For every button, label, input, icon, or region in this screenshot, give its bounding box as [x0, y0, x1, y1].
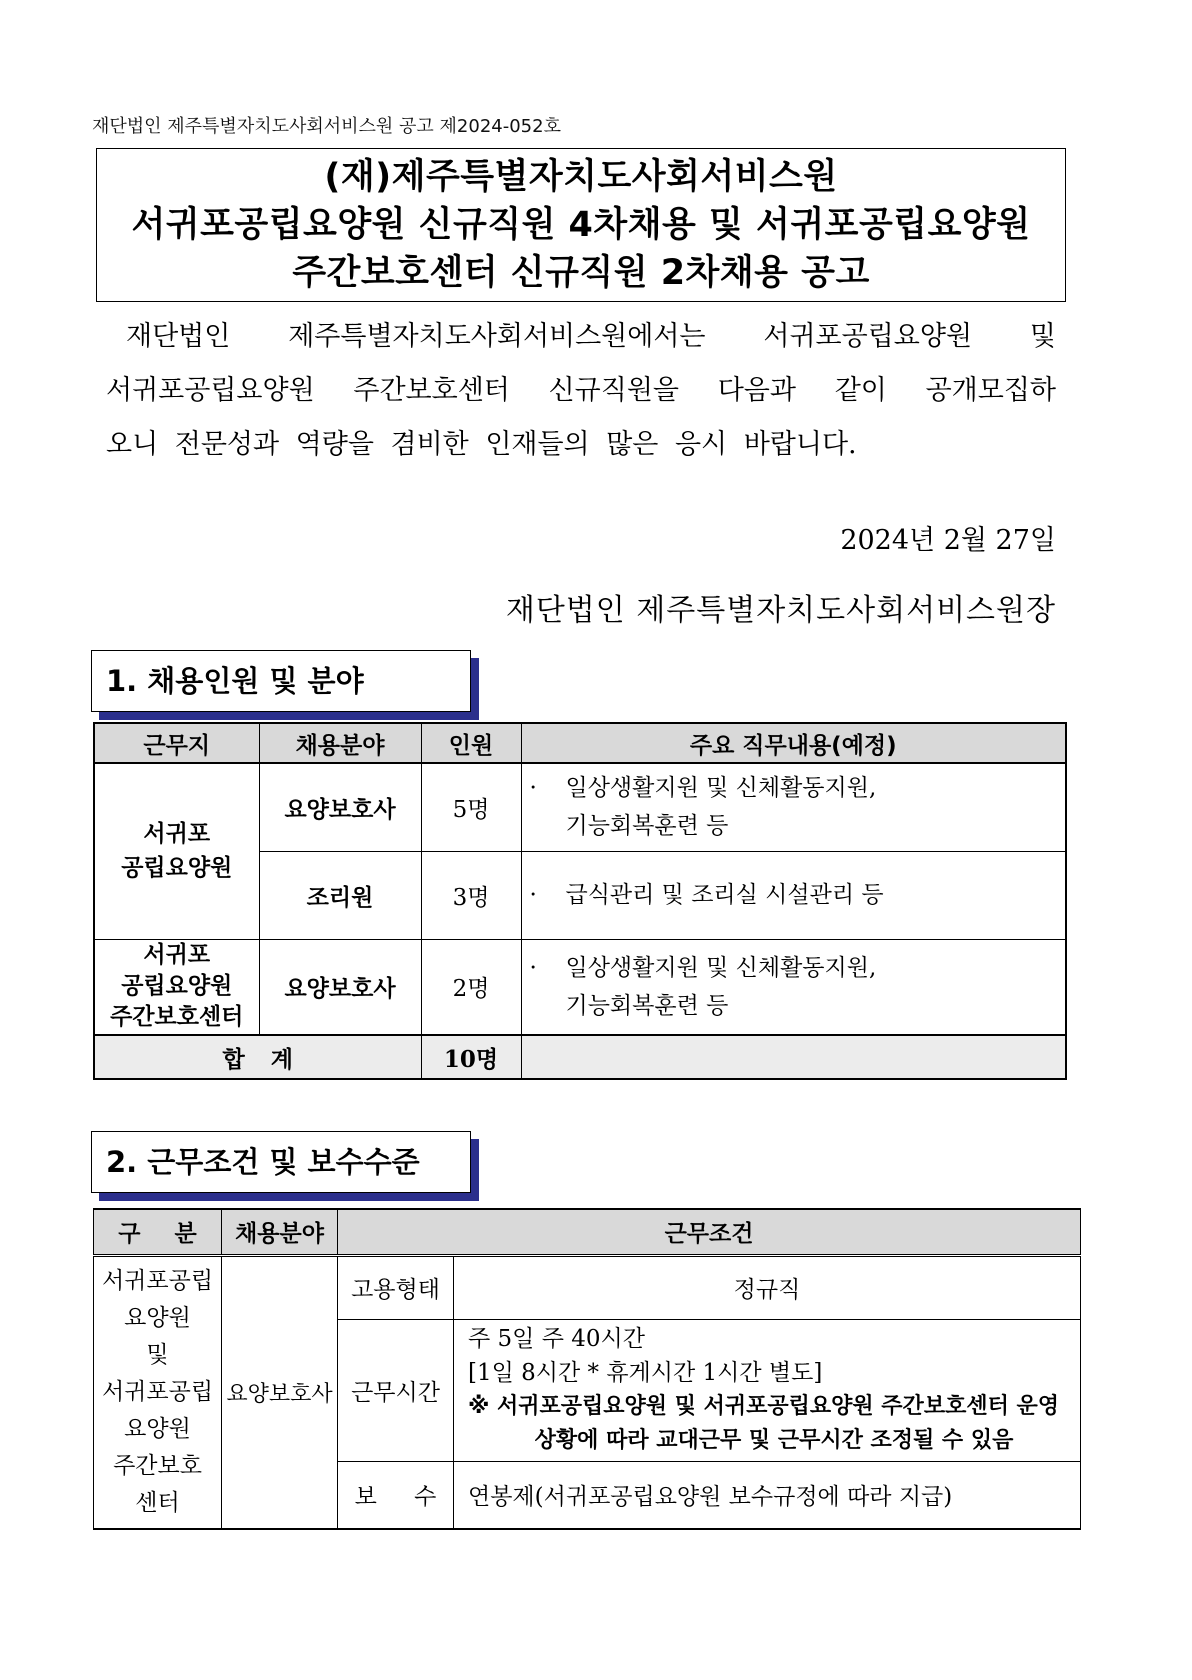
duty-line: 일상생활지원 및 신체활동지원, [565, 775, 877, 802]
title-line-3: 주간보호센터 신규직원 2차채용 공고 [292, 253, 870, 293]
title-line-1: (재)제주특별자치도사회서비스원 [324, 157, 838, 197]
signer: 재단법인 제주특별자치도사회서비스원장 [505, 593, 1056, 628]
category-line: 요양원 [124, 1415, 191, 1442]
field-cell: 요양보호사 [259, 763, 421, 851]
header-conditions: 근무조건 [338, 1209, 1081, 1255]
pay-label: 보 수 [338, 1461, 454, 1529]
workplace-cell: 서귀포 공립요양원 [94, 763, 259, 939]
duty-cell [521, 763, 1066, 851]
hours-line: 주 5일 주 40시간 [468, 1326, 645, 1352]
section2-heading: 2. 근무조건 및 보수수준 [91, 1131, 471, 1193]
employment-label: 고용형태 [338, 1255, 454, 1319]
category-line: 및 [146, 1341, 169, 1368]
category-cell [94, 1255, 222, 1529]
field-cell: 요양보호사 [259, 939, 421, 1035]
header-category: 구 분 [94, 1209, 222, 1255]
table-row [94, 1255, 1081, 1319]
category-line: 요양원 [124, 1304, 191, 1331]
header-workplace: 근무지 [94, 723, 259, 763]
section1-heading: 1. 채용인원 및 분야 [91, 650, 471, 712]
intro-line-3: 오니 전문성과 역량을 겸비한 인재들의 많은 응시 바랍니다. [106, 429, 857, 460]
table-row [94, 763, 1066, 851]
hours-note: ※ 서귀포공립요양원 및 서귀포공립요양원 주간보호센터 운영 [468, 1394, 1059, 1419]
category-line: 주간보호 [113, 1452, 202, 1479]
hours-label: 근무시간 [338, 1319, 454, 1461]
header-field: 채용분야 [222, 1209, 338, 1255]
duty-cell [521, 939, 1066, 1035]
duty-line: 급식관리 및 조리실 시설관리 등 [565, 882, 884, 908]
hours-note: 상황에 따라 교대근무 및 근무시간 조정될 수 있음 [534, 1428, 1014, 1453]
header-field: 채용분야 [259, 723, 421, 763]
conditions-table [93, 1208, 1081, 1530]
intro-paragraph [106, 310, 1056, 472]
notice-date: 2024년 2월 27일 [840, 525, 1056, 556]
employment-value: 정규직 [454, 1255, 1081, 1319]
count-cell: 5명 [421, 763, 521, 851]
count-cell: 2명 [421, 939, 521, 1035]
field-cell: 요양보호사 [222, 1255, 338, 1529]
header-duties: 주요 직무내용(예정) [521, 723, 1066, 763]
section2-heading-box [91, 1131, 471, 1193]
total-count: 10명 [421, 1035, 521, 1079]
header-count: 인원 [421, 723, 521, 763]
category-line: 서귀포공립 [101, 1378, 214, 1405]
table-header-row [94, 723, 1066, 763]
section1-heading-box [91, 650, 471, 712]
total-label: 합 계 [94, 1035, 421, 1079]
workplace-cell: 서귀포 공립요양원 주간보호센터 [94, 939, 259, 1035]
hours-line: [1일 8시간 * 휴게시간 1시간 별도] [468, 1360, 823, 1386]
table-header-row [94, 1209, 1081, 1255]
intro-line-2: 서귀포공립요양원 주간보호센터 신규직원을 다음과 같이 공개모집하 [106, 375, 1056, 406]
category-line: 센터 [135, 1489, 180, 1516]
hours-cell [454, 1319, 1081, 1461]
total-row [94, 1035, 1066, 1079]
duty-bullet: · [529, 954, 537, 981]
title-line-2: 서귀포공립요양원 신규직원 4차채용 및 서귀포공립요양원 [131, 205, 1031, 245]
title-box [96, 148, 1066, 302]
duty-bullet: · [529, 882, 537, 908]
duty-line: 기능회복훈련 등 [565, 813, 729, 840]
notice-number: 재단법인 제주특별자치도사회서비스원 공고 제2024-052호 [92, 116, 561, 137]
recruitment-table [93, 722, 1067, 1080]
count-cell: 3명 [421, 851, 521, 939]
total-empty-cell [521, 1035, 1066, 1079]
duty-line: 일상생활지원 및 신체활동지원, [565, 954, 877, 981]
duty-line: 기능회복훈련 등 [565, 992, 729, 1019]
pay-value: 연봉제(서귀포공립요양원 보수규정에 따라 지급) [454, 1461, 1081, 1529]
field-cell: 조리원 [259, 851, 421, 939]
category-line: 서귀포공립 [101, 1267, 214, 1294]
intro-line-1: 재단법인 제주특별자치도사회서비스원에서는 서귀포공립요양원 및 [126, 321, 1056, 352]
table-row [94, 939, 1066, 1035]
duty-bullet: · [529, 775, 537, 802]
duty-cell [521, 851, 1066, 939]
